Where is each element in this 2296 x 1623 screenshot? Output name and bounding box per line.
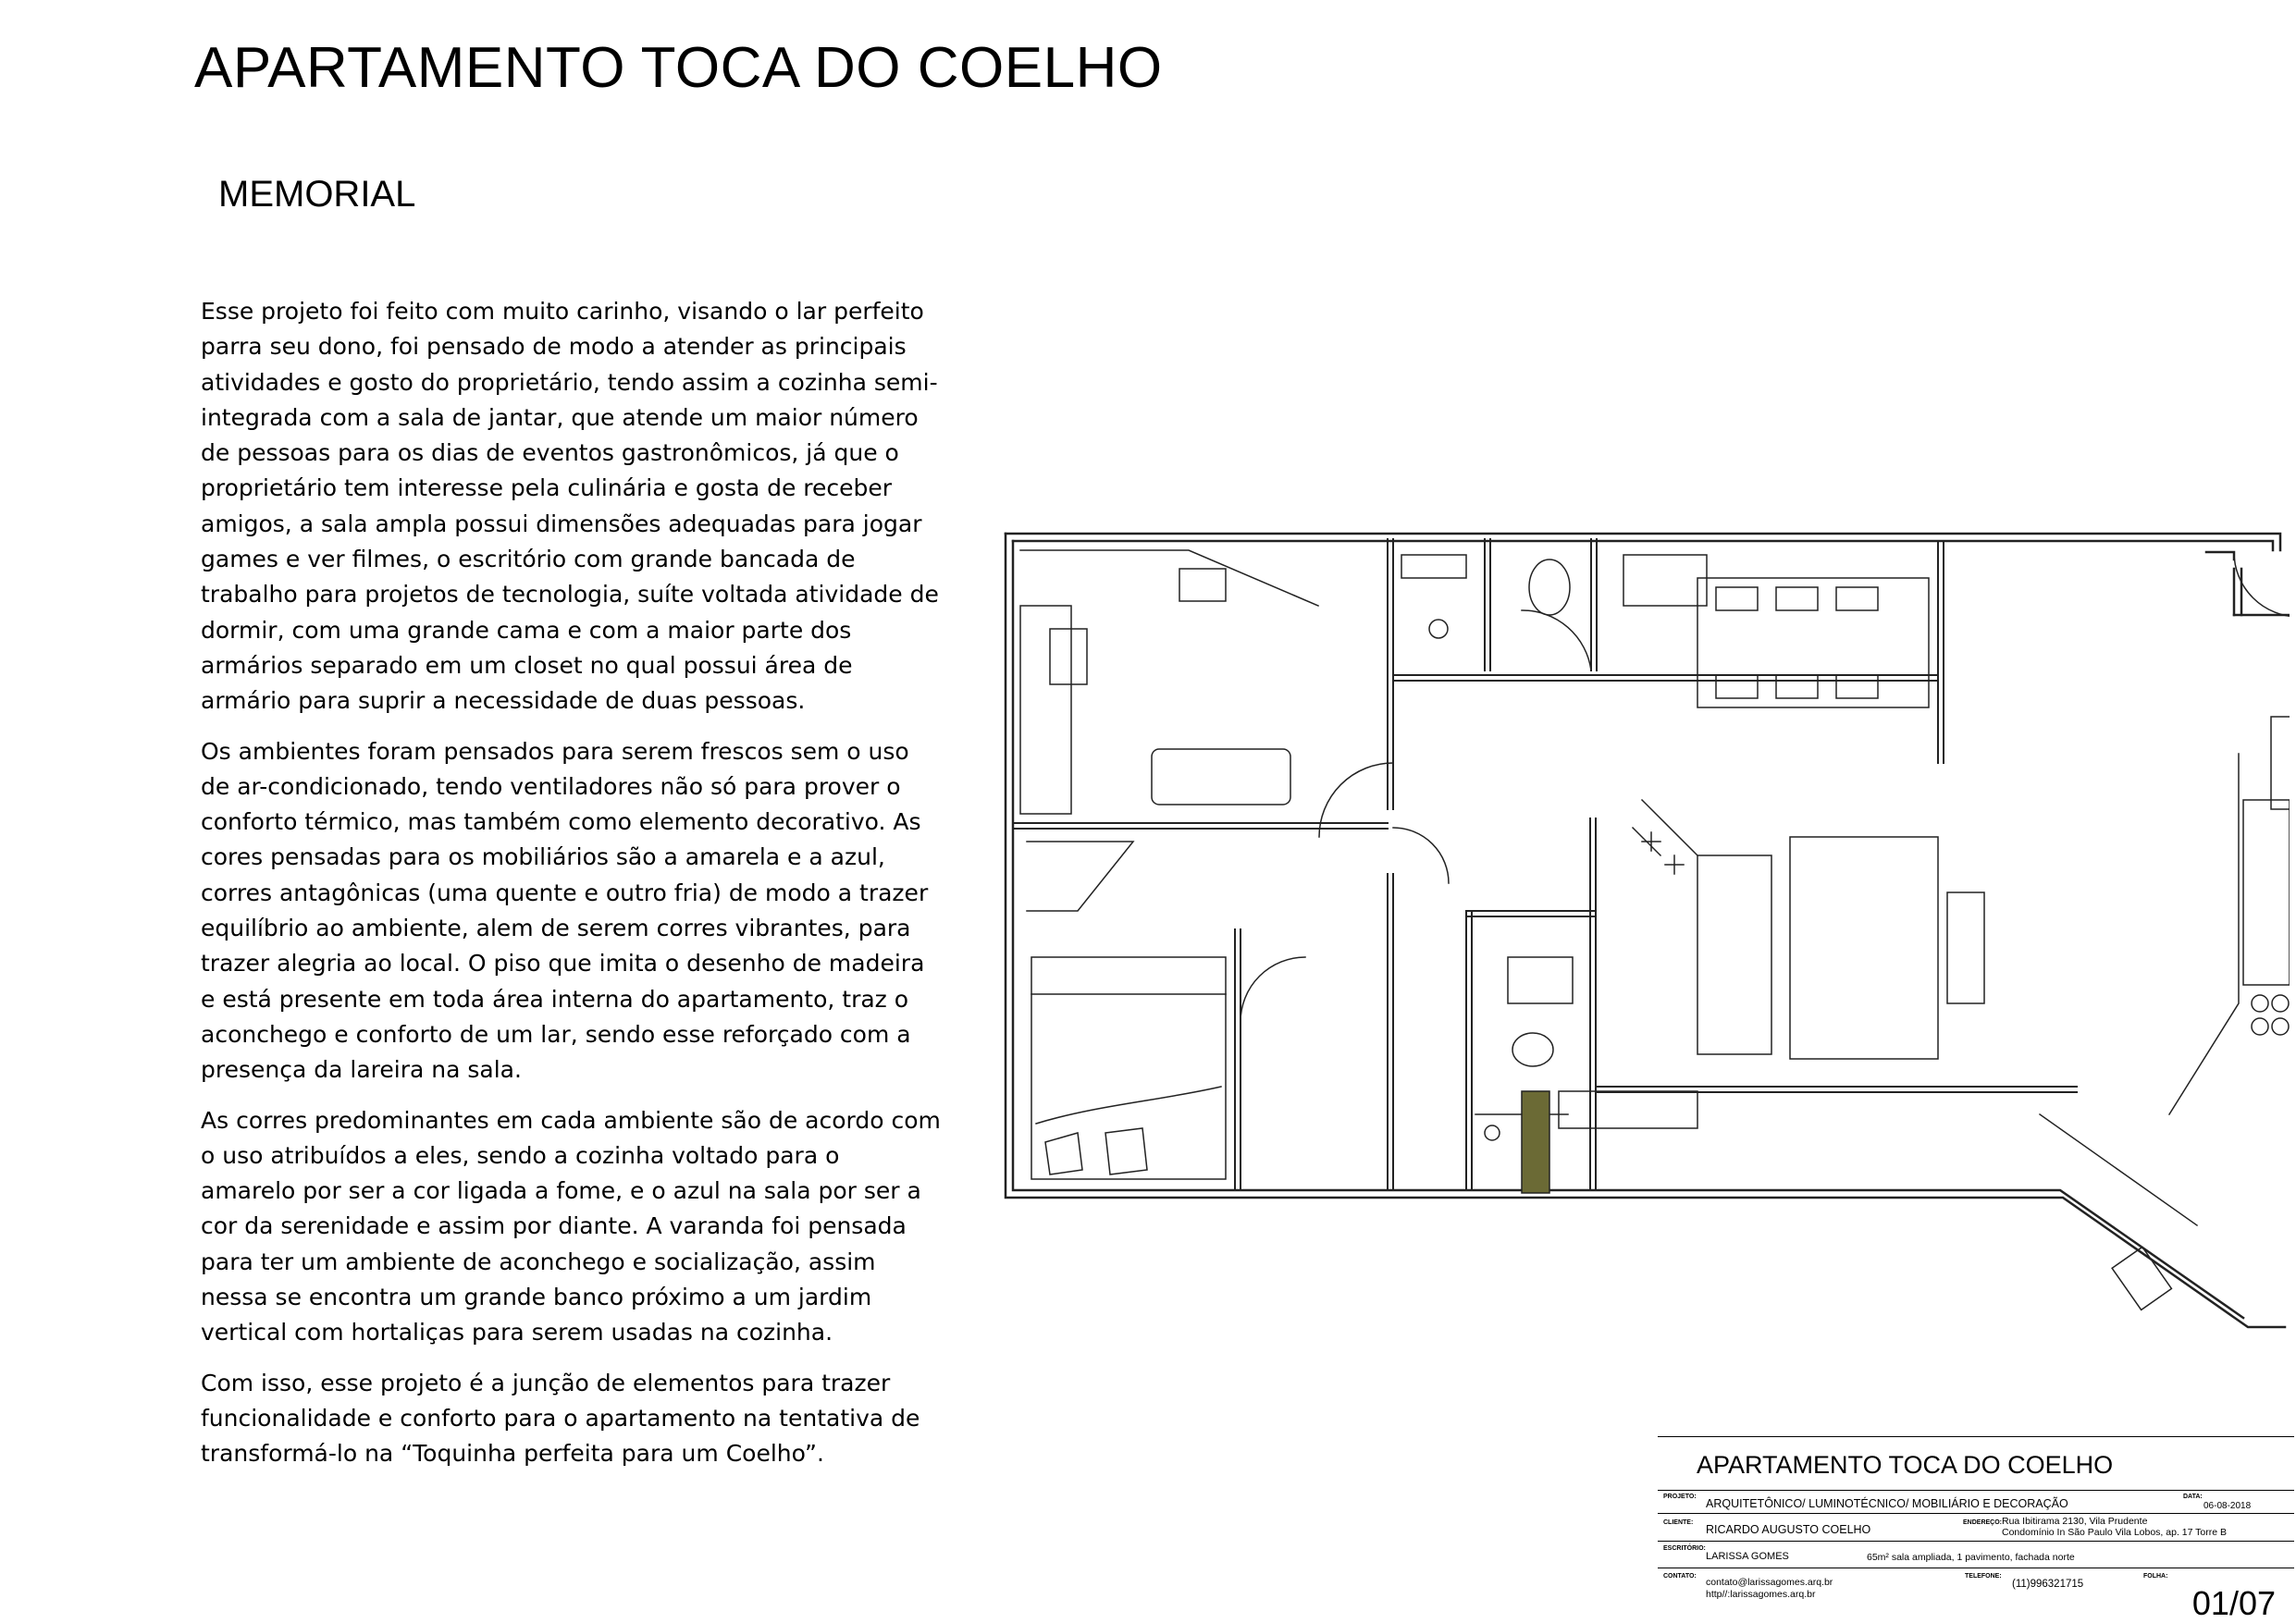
data-value: 06-08-2018 xyxy=(2203,1501,2252,1511)
contato-site[interactable]: http//:larissagomes.arq.br xyxy=(1706,1589,1816,1600)
section-title: MEMORIAL xyxy=(218,174,416,215)
door-swings xyxy=(1241,552,2290,1022)
endereco-line2: Condomínio In São Paulo Vila Lobos, ap. 17 Torre B xyxy=(2002,1527,2228,1538)
escritorio-value: LARISSA GOMES xyxy=(1706,1551,1789,1562)
escritorio-label: ESCRITÓRIO: xyxy=(1663,1545,1706,1552)
cliente-value: RICARDO AUGUSTO COELHO xyxy=(1706,1523,1871,1536)
contato-email[interactable]: contato@larissagomes.arq.br xyxy=(1706,1577,1833,1588)
telefone-value: (11)996321715 xyxy=(2012,1579,2084,1590)
contato-label: CONTATO: xyxy=(1663,1573,1697,1580)
memorial-text xyxy=(201,294,941,1487)
balcony xyxy=(1522,1091,2197,1309)
descricao-value: 65m² sala ampliada, 1 pavimento, fachada norte xyxy=(1867,1552,2075,1563)
kitchen-counter xyxy=(2169,717,2290,1114)
bathroom-fixtures xyxy=(1401,555,1707,1140)
bedroom-furniture xyxy=(1027,842,1226,1179)
projeto-value: ARQUITETÔNICO/ LUMINOTÉCNICO/ MOBILIÁRIO E DECORAÇÃO xyxy=(1706,1497,2068,1510)
endereco-label: ENDEREÇO: xyxy=(1963,1519,2003,1526)
sheet-number: 01/07 xyxy=(2191,1584,2276,1622)
outer-walls xyxy=(1006,534,2290,1355)
dining-set xyxy=(1697,578,1929,707)
paragraph: Com isso, esse projeto é a junção de elementos para trazer funcionalidade e conforto para o apartamento na tentativa de transformá-lo na “Toquinha perfeita para um Coelho”. xyxy=(201,1369,920,1468)
data-label: DATA: xyxy=(2183,1494,2203,1500)
living-room xyxy=(1633,800,1984,1059)
page-title: APARTAMENTO TOCA DO COELHO xyxy=(194,36,1163,100)
folha-label: FOLHA: xyxy=(2143,1573,2168,1580)
cliente-label: CLIENTE: xyxy=(1663,1519,1694,1526)
telefone-label: TELEFONE: xyxy=(1965,1573,2002,1580)
projeto-label: PROJETO: xyxy=(1663,1494,1697,1500)
endereco-line1: Rua Ibitirama 2130, Vila Prudente xyxy=(2002,1516,2148,1527)
paragraph: As corres predominantes em cada ambiente são de acordo com o uso atribuídos a eles, sendo a cozinha voltado para o amarelo por ser a cor ligada a fome, e o azul na sala por ser a cor da serenidade e assim por diante. A varanda foi pensada para ter um ambiente de aconchego e socialização, assim nessa se encontra um grande banco próximo a um jardim vertical com hortaliças para serem usadas na cozinha. xyxy=(201,1106,941,1346)
paragraph: Esse projeto foi feito com muito carinho, visando o lar perfeito parra seu dono, foi pensado de modo a atender as principais atividades e gosto do proprietário, tendo assim a cozinha semi-integrada com a sala de jantar, que atende um maior número de pessoas para os dias de eventos gastronômicos, já que o proprietário tem interesse pela culinária e gosta de receber amigos, a sala ampla possui dimensões adequadas para jogar games e ver filmes, o escritório com grande bancada de trabalho para projetos de tecnologia, suíte voltada atividade de dormir, com uma grande cama e com a maior parte dos armários separado em um closet no qual possui área de armário para suprir a necessidade de duas pessoas. xyxy=(201,298,939,715)
title-block xyxy=(1658,1436,2294,1621)
floor-plan xyxy=(994,523,2290,1355)
paragraph: Os ambientes foram pensados para serem frescos sem o uso de ar-condicionado, tendo ventiladores não só para prover o conforto térmico, mas também como elemento decorativo. As cores pensadas para os mobiliários são a amarela e a azul, corres antagônicas (uma quente e outro fria) de modo a trazer equilíbrio ao ambiente, alem de serem corres vibrantes, para trazer alegria ao local. O piso que imita o desenho de madeira e está presente em toda área interna do apartamento, traz o aconchego e conforto de um lar, sendo esse reforçado com a presença da lareira na sala. xyxy=(201,737,929,1084)
titleblock-title: APARTAMENTO TOCA DO COELHO xyxy=(1697,1451,2114,1479)
office-furniture xyxy=(1020,550,1318,814)
